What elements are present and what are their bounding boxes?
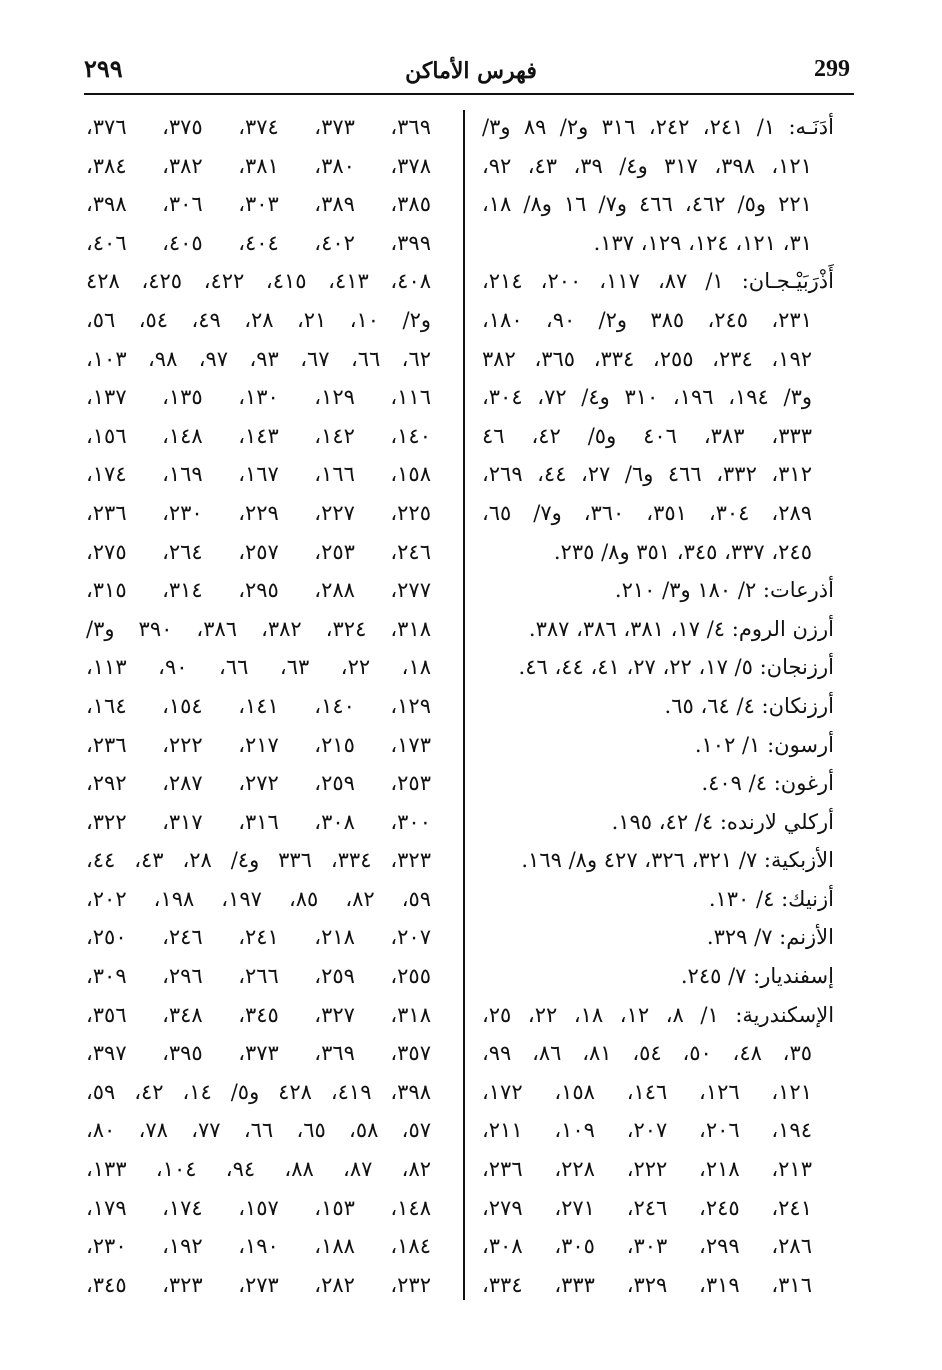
index-entry-line: أرزنكان: ٤/ ٦٤، ٦٥. (664, 693, 834, 718)
index-entry-line: ١٩٤، ٢٠٦، ٢٠٧، ١٠٩، ٢١١، (482, 1118, 812, 1143)
index-entry-line: ١٢٩، ١٤٠، ١٤١، ١٥٤، ١٦٤، (86, 693, 431, 718)
index-entry-line: و٢/ ١٠، ٢١، ٢٨، ٤٩، ٥٤، ٥٦، (86, 307, 431, 332)
index-entry-line: ٢٧٧، ٢٨٨، ٢٩٥، ٣١٤، ٣١٥، (86, 578, 431, 603)
index-entry-line: ٣١٢، ٣٣٢، ٤٦٦ و٦/ ٢٧، ٤٤، ٢٦٩، (482, 462, 812, 487)
index-entry-line: ٣٥٧، ٣٦٩، ٣٧٣، ٣٩٥، ٣٩٧، (86, 1041, 431, 1066)
index-entry-line: ٣١٦، ٣١٩، ٣٢٩، ٣٣٣، ٣٣٤، (482, 1272, 812, 1297)
index-entry-line: ٢٣١، ٢٤٥، ٣٨٥ و٢/ ٩٠، ١٨٠، (482, 307, 812, 332)
index-entry-line: ٢٤٦، ٢٥٣، ٢٥٧، ٢٦٤، ٢٧٥، (86, 539, 431, 564)
index-entry-line: ١٨٤، ١٨٨، ١٩٠، ١٩٢، ٢٣٠، (86, 1234, 431, 1259)
index-entry-line: ٣٨٥، ٣٨٩، ٣٠٣، ٣٠٦، ٣٩٨، (86, 192, 431, 217)
index-entry-line: ١٧٣، ٢١٥، ٢١٧، ٢٢٢، ٢٣٦، (86, 732, 431, 757)
index-entry-line: أَذْرَبَيْـجـان: ١/ ٨٧، ١١٧، ٢٠٠، ٢١٤، (482, 269, 834, 294)
page-title: فهرس الأماكن (405, 58, 537, 84)
index-entry-line: الأزنم: ٧/ ٣٢٩. (706, 925, 834, 950)
index-entry-line: ٦٢، ٦٦، ٦٧، ٩٣، ٩٧، ٩٨، ١٠٣، (86, 346, 431, 371)
index-entry-line: الأزبكية: ٧/ ٣٢١، ٣٢٦، ٤٢٧ و٨/ ١٦٩. (521, 848, 834, 873)
index-entry-line: ٢٢١ و٥/ ٤٦٢، ٤٦٦ و٧/ ١٦ و٨/ ١٨، (482, 192, 812, 217)
index-entry-line: ٢٢٥، ٢٢٧، ٢٢٩، ٢٣٠، ٢٣٦، (86, 500, 431, 525)
index-entry-line: الإسكندرية: ١/ ٨، ١٢، ١٨، ٢٢، ٢٥، (482, 1002, 834, 1027)
index-entry-line: ١٢١، ٣٩٨، ٣١٧ و٤/ ٣٩، ٤٣، ٩٢، (482, 153, 812, 178)
index-entry-line: ١٤٨، ١٥٣، ١٥٧، ١٧٤، ١٧٩، (86, 1195, 431, 1220)
index-entry-line: أرزن الروم: ٤/ ١٧، ٣٨١، ٣٨٦، ٣٨٧. (528, 616, 834, 641)
index-entry-line: ١٤٠، ١٤٢، ١٤٣، ١٤٨، ١٥٦، (86, 423, 431, 448)
index-entry-line: ١٩٢، ٢٣٤، ٢٥٥، ٣٣٤، ٣٦٥، ٣٨٢ (482, 346, 813, 371)
index-entry-line: ٣١٨، ٣٢٧، ٣٤٥، ٣٤٨، ٣٥٦، (86, 1002, 431, 1027)
index-entry-line: ٢٥٥، ٢٥٩، ٢٦٦، ٢٩٦، ٣٠٩، (86, 964, 431, 989)
column-divider (463, 110, 465, 1300)
index-entry-line: ٥٧، ٥٨، ٦٥، ٦٦، ٧٧، ٧٨، ٨٠، (86, 1118, 431, 1143)
index-entry-line: أرزنجان: ٥/ ١٧، ٢٢، ٢٧، ٤١، ٤٤، ٤٦. (518, 655, 834, 680)
index-entry-line: ٣٢٣، ٣٣٤، ٣٣٦ و٤/ ٢٨، ٤٣، ٤٤، (86, 848, 431, 873)
index-entry-line: ٢٤١، ٢٤٥، ٢٤٦، ٢٧١، ٢٧٩، (482, 1195, 812, 1220)
index-entry-line: ١١٦، ١٢٩، ١٣٠، ١٣٥، ١٣٧، (86, 385, 431, 410)
index-entry-line: ٢٤٥، ٣٣٧، ٣٤٥، ٣٥١ و٨/ ٢٣٥. (553, 539, 812, 564)
index-entry-line: أرسون: ١/ ١٠٢. (694, 732, 834, 757)
index-column-left (86, 108, 431, 1304)
index-entry-line: ٣٠٠، ٣٠٨، ٣١٦، ٣١٧، ٣٢٢، (86, 809, 431, 834)
index-entry-line: ٣١٨، ٣٢٤، ٣٨٢، ٣٨٦، ٣٩٠ و٣/ (86, 616, 431, 641)
index-entry-line: ٣١، ١٢١، ١٢٤، ١٢٩، ١٣٧. (593, 230, 812, 255)
index-entry-line: ٢٨٩، ٣٠٤، ٣٥١، ٣٦٠، و٧/ ٦٥، (482, 500, 813, 525)
index-entry-line: ٢٣٢، ٢٨٢، ٢٧٣، ٣٢٣، ٣٤٥، (86, 1272, 431, 1297)
index-entry-line: ٣٣٣، ٣٨٣، ٤٠٦ و٥/ ٤٢، ٤٦ (482, 423, 813, 448)
index-entry-line: أذرعات: ٢/ ١٨٠ و٣/ ٢١٠. (614, 578, 834, 603)
index-entry-line: إسفنديار: ٧/ ٢٤٥. (680, 964, 834, 989)
index-entry-line: ٨٢، ٨٧، ٨٨، ٩٤، ١٠٤، ١٣٣، (86, 1157, 431, 1182)
index-entry-line: أزنيك: ٤/ ١٣٠. (708, 886, 834, 911)
page-number-latin: 299 (814, 56, 850, 82)
index-entry-line: ١٥٨، ١٦٦، ١٦٧، ١٦٩، ١٧٤، (86, 462, 431, 487)
index-column-right (482, 108, 834, 1304)
index-entry-line: أرغون: ٤/ ٤٠٩. (701, 771, 834, 796)
index-entry-line: ٢٥٣، ٢٥٩، ٢٧٢، ٢٨٧، ٢٩٢، (86, 771, 431, 796)
header-rule (84, 93, 854, 95)
index-entry-line: ٣٧٨، ٣٨٠، ٣٨١، ٣٨٢، ٣٨٤، (86, 153, 431, 178)
index-entry-line: ١٨، ٢٢، ٦٣، ٦٦، ٩٠، ١١٣، (86, 655, 431, 680)
index-entry-line: ٢١٣، ٢١٨، ٢٢٢، ٢٢٨، ٢٣٦، (482, 1157, 812, 1182)
index-entry-line: و٣/ ١٩٤، ١٩٦، ٣١٠ و٤/ ٧٢، ٣٠٤، (482, 385, 813, 410)
index-entry-line: ٣٥، ٤٨، ٥٠، ٥٤، ٨١، ٨٦، ٩٩، (482, 1041, 812, 1066)
index-entry-line: أدَنَـه: ١/ ٢٤١، ٢٤٢، ٣١٦ و٢/ ٨٩ و٣/ (482, 115, 834, 139)
page-number-arabic: ٢٩٩ (84, 54, 123, 83)
index-entry-line: أركلي لارنده: ٤/ ٤٢، ١٩٥. (611, 809, 834, 834)
index-entry-line: ٥٩، ٨٢، ٨٥، ١٩٧، ١٩٨، ٢٠٢، (86, 886, 431, 911)
index-entry-line: ٣٩٨، ٤١٩، ٤٢٨ و٥/ ١٤، ٤٢، ٥٩، (86, 1079, 431, 1104)
index-entry-line: ٣٩٩، ٤٠٢، ٤٠٤، ٤٠٥، ٤٠٦، (86, 230, 431, 255)
index-entry-line: ١٢١، ١٢٦، ١٤٦، ١٥٨، ١٧٢، (482, 1079, 812, 1104)
index-entry-line: ٤٠٨، ٤١٣، ٤١٥، ٤٢٢، ٤٢٥، ٤٢٨ (86, 269, 431, 294)
index-entry-line: ٢٠٧، ٢١٨، ٢٤١، ٢٤٦، ٢٥٠، (86, 925, 431, 950)
index-entry-line: ٣٦٩، ٣٧٣، ٣٧٤، ٣٧٥، ٣٧٦، (86, 115, 431, 139)
index-entry-line: ٢٨٦، ٢٩٩، ٣٠٣، ٣٠٥، ٣٠٨، (482, 1234, 812, 1259)
